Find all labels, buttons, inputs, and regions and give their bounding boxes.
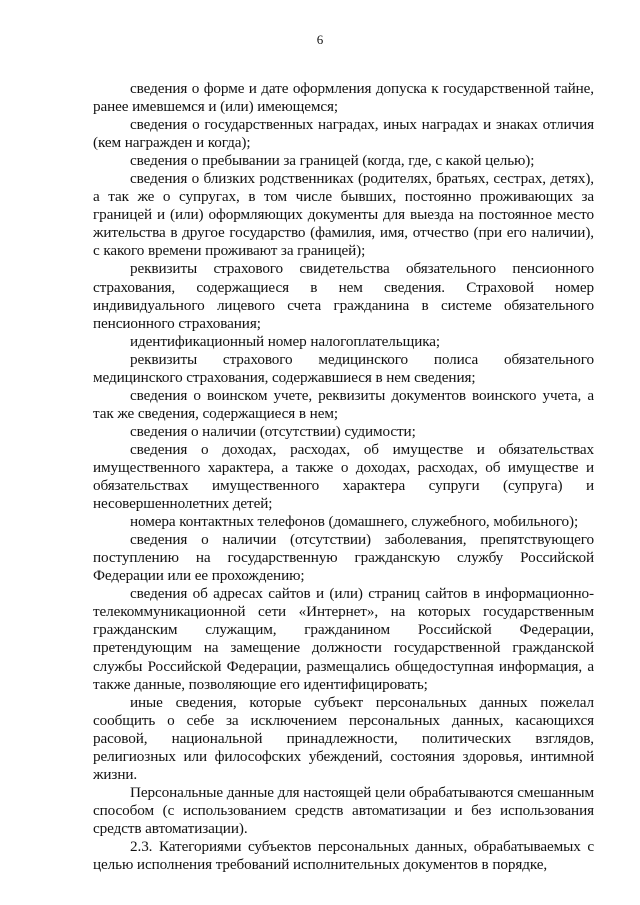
page-number: 6 (316, 32, 324, 47)
paragraph: сведения о государственных наградах, иных наградах и знаках отличия (кем награжден и когда); (93, 116, 594, 152)
paragraph: реквизиты страхового медицинского полиса обязательного медицинского страхования, содержавшиеся в нем сведения; (93, 350, 594, 386)
document-body (93, 80, 594, 874)
paragraph: сведения о воинском учете, реквизиты документов воинского учета, а так же сведения, содержащиеся в нем; (93, 386, 594, 422)
paragraph: сведения об адресах сайтов и (или) страниц сайтов в информационно-телекоммуникационной сети «Интернет», на которых государственным гражданским служащим, гражданином Российской Федерации, претендующим на замещение должности государственной гражданской службы Российской Федерации, размещались общедоступная информация, а также данные, позволяющие его идентифицировать; (93, 585, 594, 693)
paragraph: 2.3. Категориями субъектов персональных данных, обрабатываемых с целью исполнения требований исполнительных документов в порядке, (93, 837, 594, 874)
paragraph: сведения о наличии (отсутствии) заболевания, препятствующего поступлению на государственную гражданскую службу Российской Федерации или ее прохождению; (93, 531, 594, 585)
paragraph: сведения о доходах, расходах, об имуществе и обязательствах имущественного характера, а также о доходах, расходах, об имуществе и обязательствах имущественного характера супруги (супруга) и несовершеннолетних детей; (93, 440, 594, 513)
paragraph: иные сведения, которые субъект персональных данных пожелал сообщить о себе за исключением персональных данных, касающихся расовой, национальной принадлежности, политических взглядов, религиозных или философских убеждений, состояния здоровья, интимной жизни. (93, 693, 594, 783)
paragraph: номера контактных телефонов (домашнего, служебного, мобильного); (130, 513, 579, 531)
paragraph: идентификационный номер налогоплательщика; (130, 332, 441, 350)
paragraph: сведения о близких родственниках (родителях, братьях, сестрах, детях), а так же о супругах, в том числе бывших, постоянно проживающих за границей и (или) оформляющих документы для выезда на постоянное место жительства в другое государство (фамилия, имя, отчество (при его наличии), с какого времени проживают за границей); (93, 170, 594, 260)
paragraph: сведения о пребывании за границей (когда, где, с какой целью); (130, 152, 535, 170)
paragraph: сведения о наличии (отсутствии) судимости; (130, 422, 416, 440)
paragraph: сведения о форме и дате оформления допуска к государственной тайне, ранее имевшемся и (или) имеющемся; (93, 80, 594, 116)
paragraph: Персональные данные для настоящей цели обрабатываются смешанным способом (с использованием средств автоматизации и без использования средств автоматизации). (93, 783, 594, 837)
paragraph: реквизиты страхового свидетельства обязательного пенсионного страхования, содержащиеся в нем сведения. Страховой номер индивидуального лицевого счета гражданина в системе обязательного пенсионного страхования; (93, 260, 594, 332)
